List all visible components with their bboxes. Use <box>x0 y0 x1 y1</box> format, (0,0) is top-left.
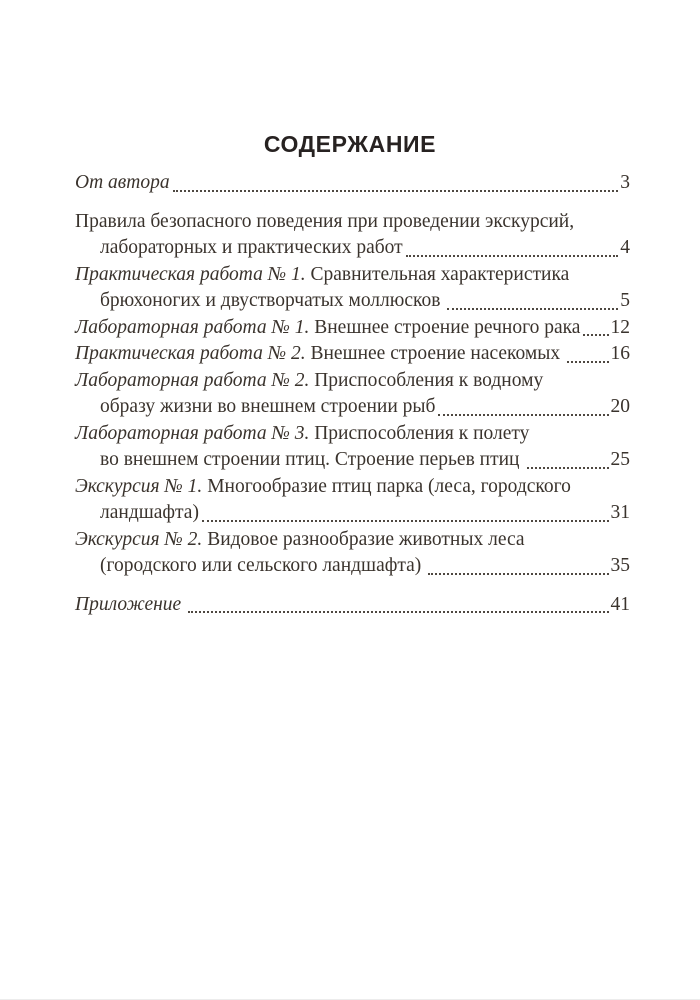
dot-leader <box>583 334 608 336</box>
toc-entry <box>75 315 630 342</box>
toc-entry <box>75 341 630 368</box>
entry-text <box>75 262 569 289</box>
toc-entry-line <box>75 592 630 619</box>
entry-continuation: во внешнем строении птиц. Строение перьев птиц <box>100 449 520 470</box>
entry-text <box>75 474 571 501</box>
toc-entry-line <box>75 315 630 342</box>
toc-entry-line <box>75 474 630 501</box>
entry-lead: Экскурсия № 2. <box>75 528 203 550</box>
toc-entry-line <box>75 394 630 421</box>
table-of-contents <box>75 170 630 618</box>
entry-continuation: образу жизни во внешнем строении рыб <box>100 396 436 417</box>
entry-rest: Приспособления к полету <box>314 422 530 444</box>
page-number: 41 <box>610 593 630 615</box>
dot-leader <box>527 467 609 469</box>
toc-entry <box>75 170 630 197</box>
entry-rest: Внешнее строение насекомых <box>310 343 561 364</box>
toc-entry-line <box>75 421 630 448</box>
entry-continuation: ландшафта) <box>100 502 199 523</box>
entry-lead: Лабораторная работа № 1. <box>75 316 310 338</box>
page-number: 5 <box>620 290 630 311</box>
page-number: 3 <box>620 172 630 193</box>
dot-leader <box>406 255 619 257</box>
page-number: 20 <box>610 396 630 417</box>
toc-entry-line <box>75 235 630 262</box>
toc-entry <box>75 592 630 619</box>
toc-entry <box>75 209 630 262</box>
toc-entry <box>75 368 630 421</box>
toc-entry-line <box>75 368 630 395</box>
page-number: 12 <box>610 316 630 338</box>
entry-lead: Практическая работа № 1. <box>75 263 306 285</box>
entry-lead: Приложение <box>75 593 182 615</box>
dot-leader <box>202 520 609 522</box>
toc-entry-line <box>75 527 630 554</box>
entry-rest: Приспособления к водному <box>314 369 544 391</box>
toc-entry <box>75 474 630 527</box>
entry-rest: Сравнительная характеристика <box>310 263 570 285</box>
entry-text <box>75 209 574 236</box>
toc-entry-line <box>75 209 630 236</box>
toc-entry-line <box>75 500 630 527</box>
dot-leader <box>188 611 608 613</box>
entry-continuation: брюхоногих и двустворчатых моллюсков <box>100 290 441 311</box>
toc-entry-line <box>75 262 630 289</box>
entry-rest: Внешнее строение речного рака <box>314 316 581 338</box>
page-title: СОДЕРЖАНИЕ <box>263 131 437 157</box>
entry-text <box>75 315 580 342</box>
entry-text <box>75 592 181 619</box>
entry-lead: Лабораторная работа № 3. <box>75 422 310 444</box>
entry-continuation: лабораторных и практических работ <box>100 237 403 258</box>
toc-entry <box>75 262 630 315</box>
entry-text <box>75 341 560 368</box>
toc-entry-line <box>75 341 630 368</box>
dot-leader <box>447 308 618 310</box>
dot-leader <box>567 361 608 363</box>
entry-rest: Видовое разнообразие животных леса <box>207 528 525 550</box>
page-number: 31 <box>610 502 630 523</box>
dot-leader <box>438 414 608 416</box>
toc-entry-line <box>75 553 630 580</box>
toc-entry <box>75 421 630 474</box>
dot-leader <box>173 190 619 192</box>
toc-entry <box>75 527 630 580</box>
entry-text <box>75 170 170 197</box>
dot-leader <box>428 573 608 575</box>
entry-lead: Лабораторная работа № 2. <box>75 369 310 391</box>
entry-continuation: (городского или сельского ландшафта) <box>100 555 422 576</box>
entry-text <box>75 368 543 395</box>
entry-rest: Многообразие птиц парка (леса, городского <box>207 475 571 497</box>
page-number: 4 <box>620 237 630 258</box>
page-number: 35 <box>610 555 630 576</box>
toc-entry-line <box>75 288 630 315</box>
page-number: 16 <box>610 343 630 364</box>
toc-entry-line <box>75 447 630 474</box>
entry-lead: От автора <box>75 172 170 193</box>
entry-lead: Практическая работа № 2. <box>75 343 306 364</box>
entry-text <box>75 421 529 448</box>
entry-rest: Правила безопасного поведения при проведении экскурсий, <box>75 210 575 232</box>
entry-text <box>75 527 525 554</box>
toc-entry-line <box>75 170 630 197</box>
page-number: 25 <box>610 449 630 470</box>
entry-lead: Экскурсия № 1. <box>75 475 203 497</box>
